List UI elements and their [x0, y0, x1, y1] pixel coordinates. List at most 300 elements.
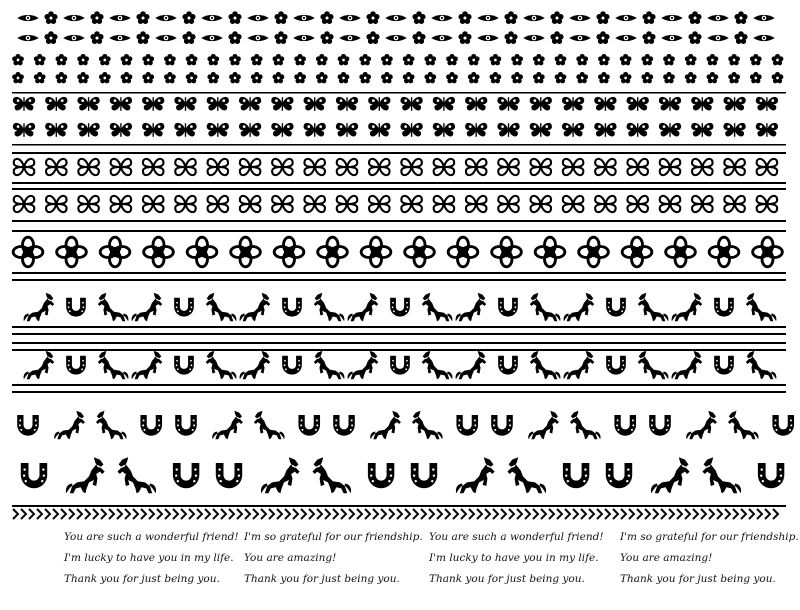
- flower-icon: [186, 54, 198, 65]
- border-rule: [12, 188, 786, 190]
- butterfly-icon: [594, 123, 616, 137]
- flower-icon: [412, 31, 425, 44]
- flower-icon: [446, 54, 458, 65]
- clover-knot-icon: [143, 159, 164, 175]
- border-rule: [12, 92, 786, 94]
- chevron-mark: [437, 509, 442, 519]
- horseshoe-icon: [368, 463, 394, 488]
- horse-icon: [422, 293, 453, 322]
- clover-knot-icon: [434, 196, 455, 212]
- butterfly-icon: [304, 123, 326, 137]
- horseshoe-icon: [390, 356, 410, 375]
- diamond-eye-icon: [385, 15, 407, 21]
- horse-icon: [638, 293, 669, 322]
- flower-icon: [688, 11, 701, 24]
- horse-icon: [24, 293, 55, 322]
- horse-icon: [422, 351, 453, 380]
- clover-knot-icon: [563, 159, 584, 175]
- diamond-eye-icon: [63, 15, 85, 21]
- horse-icon: [564, 351, 595, 380]
- clover-knot-icon: [111, 196, 132, 212]
- horseshoe-icon: [491, 415, 513, 436]
- diamond-eye-icon: [477, 15, 499, 21]
- border-rule: [12, 272, 786, 274]
- chevron-mark: [221, 509, 226, 519]
- border-eye-flower: [17, 11, 775, 44]
- chevron-mark: [685, 509, 690, 519]
- border-rule: [12, 342, 786, 344]
- chevron-mark: [141, 509, 146, 519]
- butterfly-icon: [465, 123, 487, 137]
- butterfly-icon: [13, 123, 35, 137]
- clover-knot-icon: [175, 196, 196, 212]
- horseshoe-icon: [649, 415, 671, 436]
- caption: I'm lucky to have you in my life.: [64, 552, 234, 564]
- flower-icon: [90, 31, 103, 44]
- flower-icon: [273, 72, 285, 83]
- chevron-mark: [29, 509, 34, 519]
- horseshoe-icon: [411, 463, 437, 488]
- clover-knot-icon: [434, 159, 455, 175]
- diamond-eye-icon: [155, 35, 177, 41]
- flower-icon: [750, 54, 762, 65]
- horse-icon: [206, 351, 237, 380]
- flower-icon: [533, 54, 545, 65]
- chevron-mark: [621, 509, 626, 519]
- diamond-eye-icon: [661, 15, 683, 21]
- butterfly-icon: [691, 97, 713, 111]
- chevron-mark: [429, 509, 434, 519]
- chevron-mark: [229, 509, 234, 519]
- border-rule: [12, 349, 786, 351]
- clover-knot-icon: [595, 159, 616, 175]
- butterfly-icon: [433, 97, 455, 111]
- chevron-mark: [749, 509, 754, 519]
- horseshoe-icon: [175, 415, 197, 436]
- caption: Thank you for just being you.: [64, 573, 220, 585]
- chevron-mark: [741, 509, 746, 519]
- butterfly-icon: [400, 123, 422, 137]
- diamond-eye-icon: [339, 35, 361, 41]
- quatrefoil-icon: [753, 237, 783, 267]
- horse-icon: [240, 351, 271, 380]
- horse-icon: [702, 457, 741, 493]
- clover-knot-icon: [240, 159, 261, 175]
- flower-icon: [381, 72, 393, 83]
- chevron-mark: [309, 509, 314, 519]
- chevron-mark: [597, 509, 602, 519]
- butterfly-icon: [530, 123, 552, 137]
- diamond-eye-icon: [293, 15, 315, 21]
- flower-icon: [555, 72, 567, 83]
- flower-icon: [596, 31, 609, 44]
- horse-icon: [530, 293, 561, 322]
- chevron-mark: [93, 509, 98, 519]
- horseshoe-icon: [758, 463, 784, 488]
- chevron-mark: [341, 509, 346, 519]
- chevron-mark: [61, 509, 66, 519]
- caption: You are amazing!: [620, 552, 713, 564]
- diamond-eye-icon: [615, 15, 637, 21]
- horseshoe-icon: [298, 415, 320, 436]
- flower-icon: [136, 11, 149, 24]
- chevron-mark: [125, 509, 130, 519]
- chevron-mark: [509, 509, 514, 519]
- chevron-mark: [413, 509, 418, 519]
- flower-icon: [77, 54, 89, 65]
- chevron-mark: [213, 509, 218, 519]
- chevron-mark: [725, 509, 730, 519]
- chevron-mark: [301, 509, 306, 519]
- diamond-eye-icon: [431, 15, 453, 21]
- chevron-mark: [693, 509, 698, 519]
- flower-icon: [424, 54, 436, 65]
- horse-icon: [98, 351, 129, 380]
- horse-icon: [312, 457, 351, 493]
- flower-icon: [34, 54, 46, 65]
- flower-icon: [734, 11, 747, 24]
- border-rule: [12, 326, 786, 328]
- chevron-mark: [709, 509, 714, 519]
- caption: You are such a wonderful friend!: [429, 531, 604, 543]
- diamond-eye-icon: [155, 15, 177, 21]
- butterfly-icon: [691, 123, 713, 137]
- horseshoe-icon: [282, 356, 302, 375]
- quatrefoil-icon: [318, 237, 348, 267]
- chevron-mark: [189, 509, 194, 519]
- chevron-mark: [149, 509, 154, 519]
- diamond-eye-icon: [753, 35, 775, 41]
- flower-icon: [641, 54, 653, 65]
- chevron-mark: [605, 509, 610, 519]
- flower-icon: [772, 54, 784, 65]
- horseshoe-icon: [714, 356, 734, 375]
- flower-icon: [490, 72, 502, 83]
- butterfly-icon: [77, 123, 99, 137]
- horseshoe-icon: [174, 356, 194, 375]
- flower-icon: [142, 72, 154, 83]
- chevron-mark: [565, 509, 570, 519]
- flower-icon: [663, 72, 675, 83]
- butterfly-icon: [45, 97, 67, 111]
- quatrefoil-icon: [709, 237, 739, 267]
- clover-knot-icon: [337, 196, 358, 212]
- butterfly-icon: [45, 123, 67, 137]
- butterfly-icon: [207, 123, 229, 137]
- horse-icon: [672, 351, 703, 380]
- quatrefoil-icon: [57, 237, 87, 267]
- clover-knot-icon: [627, 159, 648, 175]
- horse-icon: [348, 293, 379, 322]
- horseshoe-icon: [66, 356, 86, 375]
- chevron-mark: [293, 509, 298, 519]
- chevron-mark: [197, 509, 202, 519]
- chevron-mark: [349, 509, 354, 519]
- flower-icon: [511, 72, 523, 83]
- horseshoe-icon: [333, 415, 355, 436]
- flower-icon: [728, 54, 740, 65]
- chevron-mark: [277, 509, 282, 519]
- chevron-mark: [613, 509, 618, 519]
- flower-icon: [164, 54, 176, 65]
- diamond-eye-icon: [569, 35, 591, 41]
- flower-icon: [576, 54, 588, 65]
- horse-icon: [132, 293, 163, 322]
- flower-icon: [294, 72, 306, 83]
- clover-knot-icon: [14, 159, 35, 175]
- clover-knot-icon: [692, 196, 713, 212]
- horse-icon: [686, 411, 717, 440]
- border-rule: [12, 144, 786, 146]
- chevron-mark: [637, 509, 642, 519]
- border-knots: [12, 152, 786, 222]
- flower-icon: [772, 72, 784, 83]
- clover-knot-icon: [660, 196, 681, 212]
- flower-icon: [381, 54, 393, 65]
- horseshoe-icon: [563, 463, 589, 488]
- diamond-eye-icon: [201, 35, 223, 41]
- caption: I'm so grateful for our friendship.: [620, 531, 799, 543]
- quatrefoil-icon: [274, 237, 304, 267]
- horse-icon: [132, 351, 163, 380]
- border-rule: [12, 220, 786, 222]
- chevron-mark: [317, 509, 322, 519]
- chevron-mark: [373, 509, 378, 519]
- chevron-mark: [109, 509, 114, 519]
- horse-icon: [54, 411, 85, 440]
- clover-knot-icon: [498, 159, 519, 175]
- clover-knot-icon: [757, 196, 778, 212]
- chevron-mark: [573, 509, 578, 519]
- border-chevron-chain: [12, 505, 786, 520]
- flower-icon: [504, 11, 517, 24]
- clover-knot-icon: [240, 196, 261, 212]
- flower-icon: [663, 54, 675, 65]
- horse-icon: [456, 293, 487, 322]
- flower-icon: [728, 72, 740, 83]
- chevron-mark: [765, 509, 770, 519]
- flower-icon: [424, 72, 436, 83]
- flower-icon: [251, 72, 263, 83]
- clover-knot-icon: [46, 159, 67, 175]
- clover-knot-icon: [46, 196, 67, 212]
- horseshoe-icon: [390, 298, 410, 317]
- flower-icon: [641, 72, 653, 83]
- diamond-eye-icon: [109, 35, 131, 41]
- flower-icon: [77, 72, 89, 83]
- chevron-mark: [525, 509, 530, 519]
- chevron-mark: [549, 509, 554, 519]
- clover-knot-icon: [78, 159, 99, 175]
- diamond-eye-icon: [523, 15, 545, 21]
- flower-icon: [273, 54, 285, 65]
- flower-icon: [136, 31, 149, 44]
- diamond-eye-icon: [385, 35, 407, 41]
- chevron-mark: [669, 509, 674, 519]
- flower-icon: [359, 72, 371, 83]
- diamond-eye-icon: [63, 35, 85, 41]
- clover-knot-icon: [757, 159, 778, 175]
- chevron-mark: [261, 509, 266, 519]
- chevron-mark: [157, 509, 162, 519]
- flower-icon: [596, 11, 609, 24]
- horse-icon: [638, 351, 669, 380]
- butterfly-icon: [562, 123, 584, 137]
- butterfly-icon: [756, 97, 778, 111]
- flower-icon: [274, 31, 287, 44]
- clover-knot-icon: [531, 159, 552, 175]
- clover-knot-icon: [401, 196, 422, 212]
- chevron-mark: [517, 509, 522, 519]
- friendship-captions: [0, 530, 800, 605]
- flower-icon: [12, 54, 24, 65]
- flower-icon: [320, 31, 333, 44]
- horse-icon: [314, 351, 345, 380]
- horse-icon: [254, 411, 285, 440]
- chevron-mark: [357, 509, 362, 519]
- flower-icon: [642, 11, 655, 24]
- horseshoe-icon: [498, 298, 518, 317]
- flower-icon: [468, 72, 480, 83]
- chevron-mark: [653, 509, 658, 519]
- diamond-eye-icon: [247, 35, 269, 41]
- flower-icon: [12, 72, 24, 83]
- butterfly-icon: [723, 97, 745, 111]
- clover-knot-icon: [337, 159, 358, 175]
- flower-icon: [294, 54, 306, 65]
- butterfly-icon: [239, 123, 261, 137]
- butterfly-icon: [627, 97, 649, 111]
- caption: Thank you for just being you.: [429, 573, 585, 585]
- chevron-mark: [85, 509, 90, 519]
- chevron-mark: [69, 509, 74, 519]
- butterfly-icon: [562, 97, 584, 111]
- flower-icon: [320, 11, 333, 24]
- butterfly-icon: [627, 123, 649, 137]
- chevron-mark: [557, 509, 562, 519]
- quatrefoil-icon: [100, 237, 130, 267]
- horse-icon: [314, 293, 345, 322]
- caption: You are amazing!: [244, 552, 337, 564]
- horse-icon: [570, 411, 601, 440]
- flower-icon: [511, 54, 523, 65]
- border-rule: [12, 391, 786, 393]
- horse-icon: [348, 351, 379, 380]
- horse-icon: [456, 351, 487, 380]
- horseshoe-icon: [714, 298, 734, 317]
- butterfly-icon: [400, 97, 422, 111]
- quatrefoil-icon: [492, 237, 522, 267]
- flower-icon: [182, 11, 195, 24]
- butterfly-icon: [110, 97, 132, 111]
- flower-icon: [56, 72, 68, 83]
- diamond-eye-icon: [477, 35, 499, 41]
- flower-icon: [446, 72, 458, 83]
- diamond-eye-icon: [707, 15, 729, 21]
- horse-icon: [728, 411, 759, 440]
- chevron-mark: [173, 509, 178, 519]
- horseshoe-icon: [140, 415, 162, 436]
- chevron-mark: [677, 509, 682, 519]
- flower-icon: [468, 54, 480, 65]
- quatrefoil-icon: [405, 237, 435, 267]
- chevron-mark: [45, 509, 50, 519]
- chevron-mark: [485, 509, 490, 519]
- diamond-eye-icon: [569, 15, 591, 21]
- flower-icon: [56, 54, 68, 65]
- horse-icon: [370, 411, 401, 440]
- clover-knot-icon: [143, 196, 164, 212]
- chevron-mark: [285, 509, 290, 519]
- chevron-mark: [717, 509, 722, 519]
- clover-knot-icon: [369, 159, 390, 175]
- flower-icon: [403, 54, 415, 65]
- border-horse-shoe: [17, 411, 794, 494]
- border-quatrefoils: [12, 230, 786, 281]
- flower-icon: [555, 54, 567, 65]
- horse-icon: [507, 457, 546, 493]
- horse-icon: [564, 293, 595, 322]
- chevron-mark: [757, 509, 762, 519]
- butterfly-icon: [174, 123, 196, 137]
- butterfly-icon: [368, 97, 390, 111]
- horse-icon: [412, 411, 443, 440]
- butterfly-icon: [142, 97, 164, 111]
- butterfly-icon: [239, 97, 261, 111]
- butterfly-icon: [659, 123, 681, 137]
- horse-icon: [528, 411, 559, 440]
- horse-icon: [24, 351, 55, 380]
- chevron-mark: [237, 509, 242, 519]
- chevron-mark: [445, 509, 450, 519]
- flower-icon: [182, 31, 195, 44]
- horseshoe-icon: [173, 463, 199, 488]
- quatrefoil-icon: [622, 237, 652, 267]
- diamond-eye-icon: [431, 35, 453, 41]
- quatrefoil-icon: [144, 237, 174, 267]
- chevron-mark: [165, 509, 170, 519]
- butterfly-icon: [77, 97, 99, 111]
- butterfly-icon: [368, 123, 390, 137]
- quatrefoil-icon: [231, 237, 261, 267]
- flower-icon: [316, 72, 328, 83]
- quatrefoil-icon: [448, 237, 478, 267]
- flower-icon: [251, 54, 263, 65]
- flower-icon: [90, 11, 103, 24]
- flower-icon: [359, 54, 371, 65]
- flower-icon: [99, 54, 111, 65]
- butterfly-icon: [659, 97, 681, 111]
- horse-icon: [98, 293, 129, 322]
- flower-icon: [620, 54, 632, 65]
- flower-icon: [598, 54, 610, 65]
- horse-icon: [746, 293, 777, 322]
- flower-icon: [576, 72, 588, 83]
- chevron-mark: [21, 509, 26, 519]
- flower-icon: [366, 11, 379, 24]
- clover-knot-icon: [304, 159, 325, 175]
- quatrefoil-icon: [13, 237, 43, 267]
- butterfly-icon: [723, 123, 745, 137]
- chevron-mark: [101, 509, 106, 519]
- chevron-mark: [533, 509, 538, 519]
- butterfly-icon: [304, 97, 326, 111]
- butterfly-icon: [110, 123, 132, 137]
- chevron-mark: [53, 509, 58, 519]
- butterfly-icon: [174, 97, 196, 111]
- chevron-mark: [453, 509, 458, 519]
- butterfly-icon: [271, 97, 293, 111]
